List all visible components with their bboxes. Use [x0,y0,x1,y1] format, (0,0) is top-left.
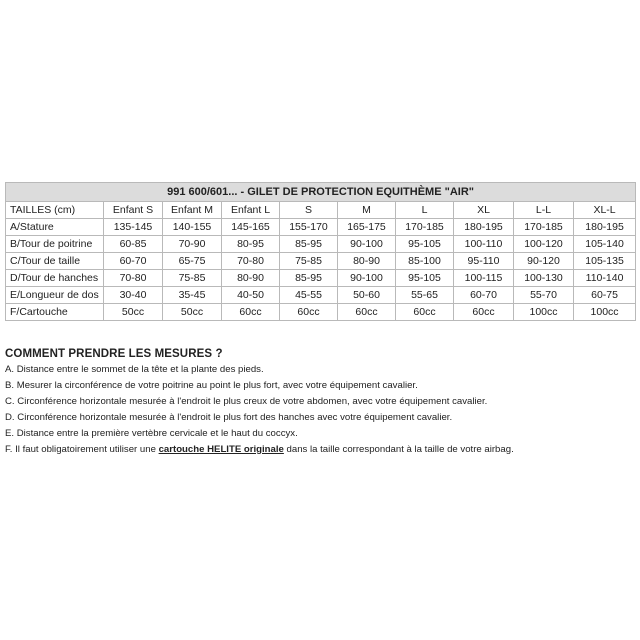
row-label: C/Tour de taille [6,253,104,270]
table-cell: 165-175 [338,219,396,236]
table-cell: 55-70 [514,287,574,304]
table-cell: 100-115 [454,270,514,287]
table-cell: 40-50 [222,287,280,304]
table-cell: 100cc [514,304,574,321]
table-row [6,287,636,304]
measure-item: B. Mesurer la circonférence de votre poitrine au point le plus fort, avec votre équipement cavalier. [5,379,418,391]
measure-item: E. Distance entre la première vertèbre cervicale et le haut du coccyx. [5,427,298,439]
table-cell: 55-65 [396,287,454,304]
table-cell: 145-165 [222,219,280,236]
table-cell: 60cc [396,304,454,321]
table-cell: 80-95 [222,236,280,253]
measures-section [5,348,635,457]
table-cell: 85-95 [280,236,338,253]
row-label: A/Stature [6,219,104,236]
table-cell: 50cc [163,304,222,321]
size-column-header: L-L [514,202,574,219]
measure-f-prefix: F. Il faut obligatoirement utiliser une [5,443,159,455]
cartouche-helite-link[interactable]: cartouche HELITE originale [158,443,284,455]
table-cell: 75-85 [163,270,222,287]
table-cell: 95-110 [454,253,514,270]
table-cell: 60cc [222,304,280,321]
table-cell: 80-90 [222,270,280,287]
table-cell: 180-195 [454,219,514,236]
table-cell: 155-170 [280,219,338,236]
size-column-header: Enfant S [104,202,163,219]
table-cell: 80-90 [338,253,396,270]
table-cell: 65-75 [163,253,222,270]
table-cell: 90-100 [338,236,396,253]
table-cell: 60cc [280,304,338,321]
table-cell: 100cc [574,304,636,321]
table-cell: 30-40 [104,287,163,304]
size-column-header: Enfant L [222,202,280,219]
table-header-row [6,202,636,219]
table-cell: 100-110 [454,236,514,253]
size-column-header: XL-L [574,202,636,219]
measure-item-f [5,442,635,458]
table-row [6,253,636,270]
measure-item: A. Distance entre le sommet de la tête et la plante des pieds. [5,364,264,375]
measure-item: D. Circonférence horizontale mesurée à l'endroit le plus fort des hanches avec votre équipement cavalier. [5,411,453,423]
table-cell: 180-195 [574,219,636,236]
table-row [6,219,636,236]
table-cell: 60-70 [454,287,514,304]
table-cell: 100-130 [514,270,574,287]
row-label: B/Tour de poitrine [6,236,104,253]
table-row [6,236,636,253]
measures-list [5,362,635,457]
size-table [5,182,636,321]
table-cell: 70-80 [222,253,280,270]
table-cell: 50cc [104,304,163,321]
table-title: 991 600/601... - GILET DE PROTECTION EQUITHÈME "AIR" [6,183,636,202]
table-cell: 140-155 [163,219,222,236]
measure-item: C. Circonférence horizontale mesurée à l'endroit le plus creux de votre abdomen, avec votre équipement cavalier. [5,395,488,407]
table-cell: 70-80 [104,270,163,287]
row-label: E/Longueur de dos [6,287,104,304]
table-cell: 35-45 [163,287,222,304]
table-cell: 60cc [454,304,514,321]
table-cell: 135-145 [104,219,163,236]
header-label: TAILLES (cm) [6,202,104,219]
table-cell: 60-85 [104,236,163,253]
table-row [6,270,636,287]
row-label: F/Cartouche [6,304,104,321]
table-cell: 105-135 [574,253,636,270]
table-cell: 60-70 [104,253,163,270]
size-column-header: Enfant M [163,202,222,219]
table-body [6,183,636,321]
table-cell: 95-105 [396,236,454,253]
table-cell: 60cc [338,304,396,321]
table-cell: 105-140 [574,236,636,253]
table-cell: 85-95 [280,270,338,287]
table-cell: 170-185 [514,219,574,236]
measure-f-suffix: dans la taille correspondant à la taille de votre airbag. [283,443,514,455]
size-column-header: L [396,202,454,219]
measures-heading: COMMENT PRENDRE LES MESURES ? [5,348,223,360]
table-cell: 50-60 [338,287,396,304]
size-column-header: M [338,202,396,219]
row-label: D/Tour de hanches [6,270,104,287]
table-cell: 90-100 [338,270,396,287]
size-column-header: XL [454,202,514,219]
size-column-header: S [280,202,338,219]
table-cell: 70-90 [163,236,222,253]
table-cell: 100-120 [514,236,574,253]
table-cell: 95-105 [396,270,454,287]
table-cell: 110-140 [574,270,636,287]
table-row [6,304,636,321]
table-cell: 85-100 [396,253,454,270]
table-title-row [6,183,636,202]
table-cell: 90-120 [514,253,574,270]
table-cell: 170-185 [396,219,454,236]
table-cell: 75-85 [280,253,338,270]
table-cell: 45-55 [280,287,338,304]
table-cell: 60-75 [574,287,636,304]
